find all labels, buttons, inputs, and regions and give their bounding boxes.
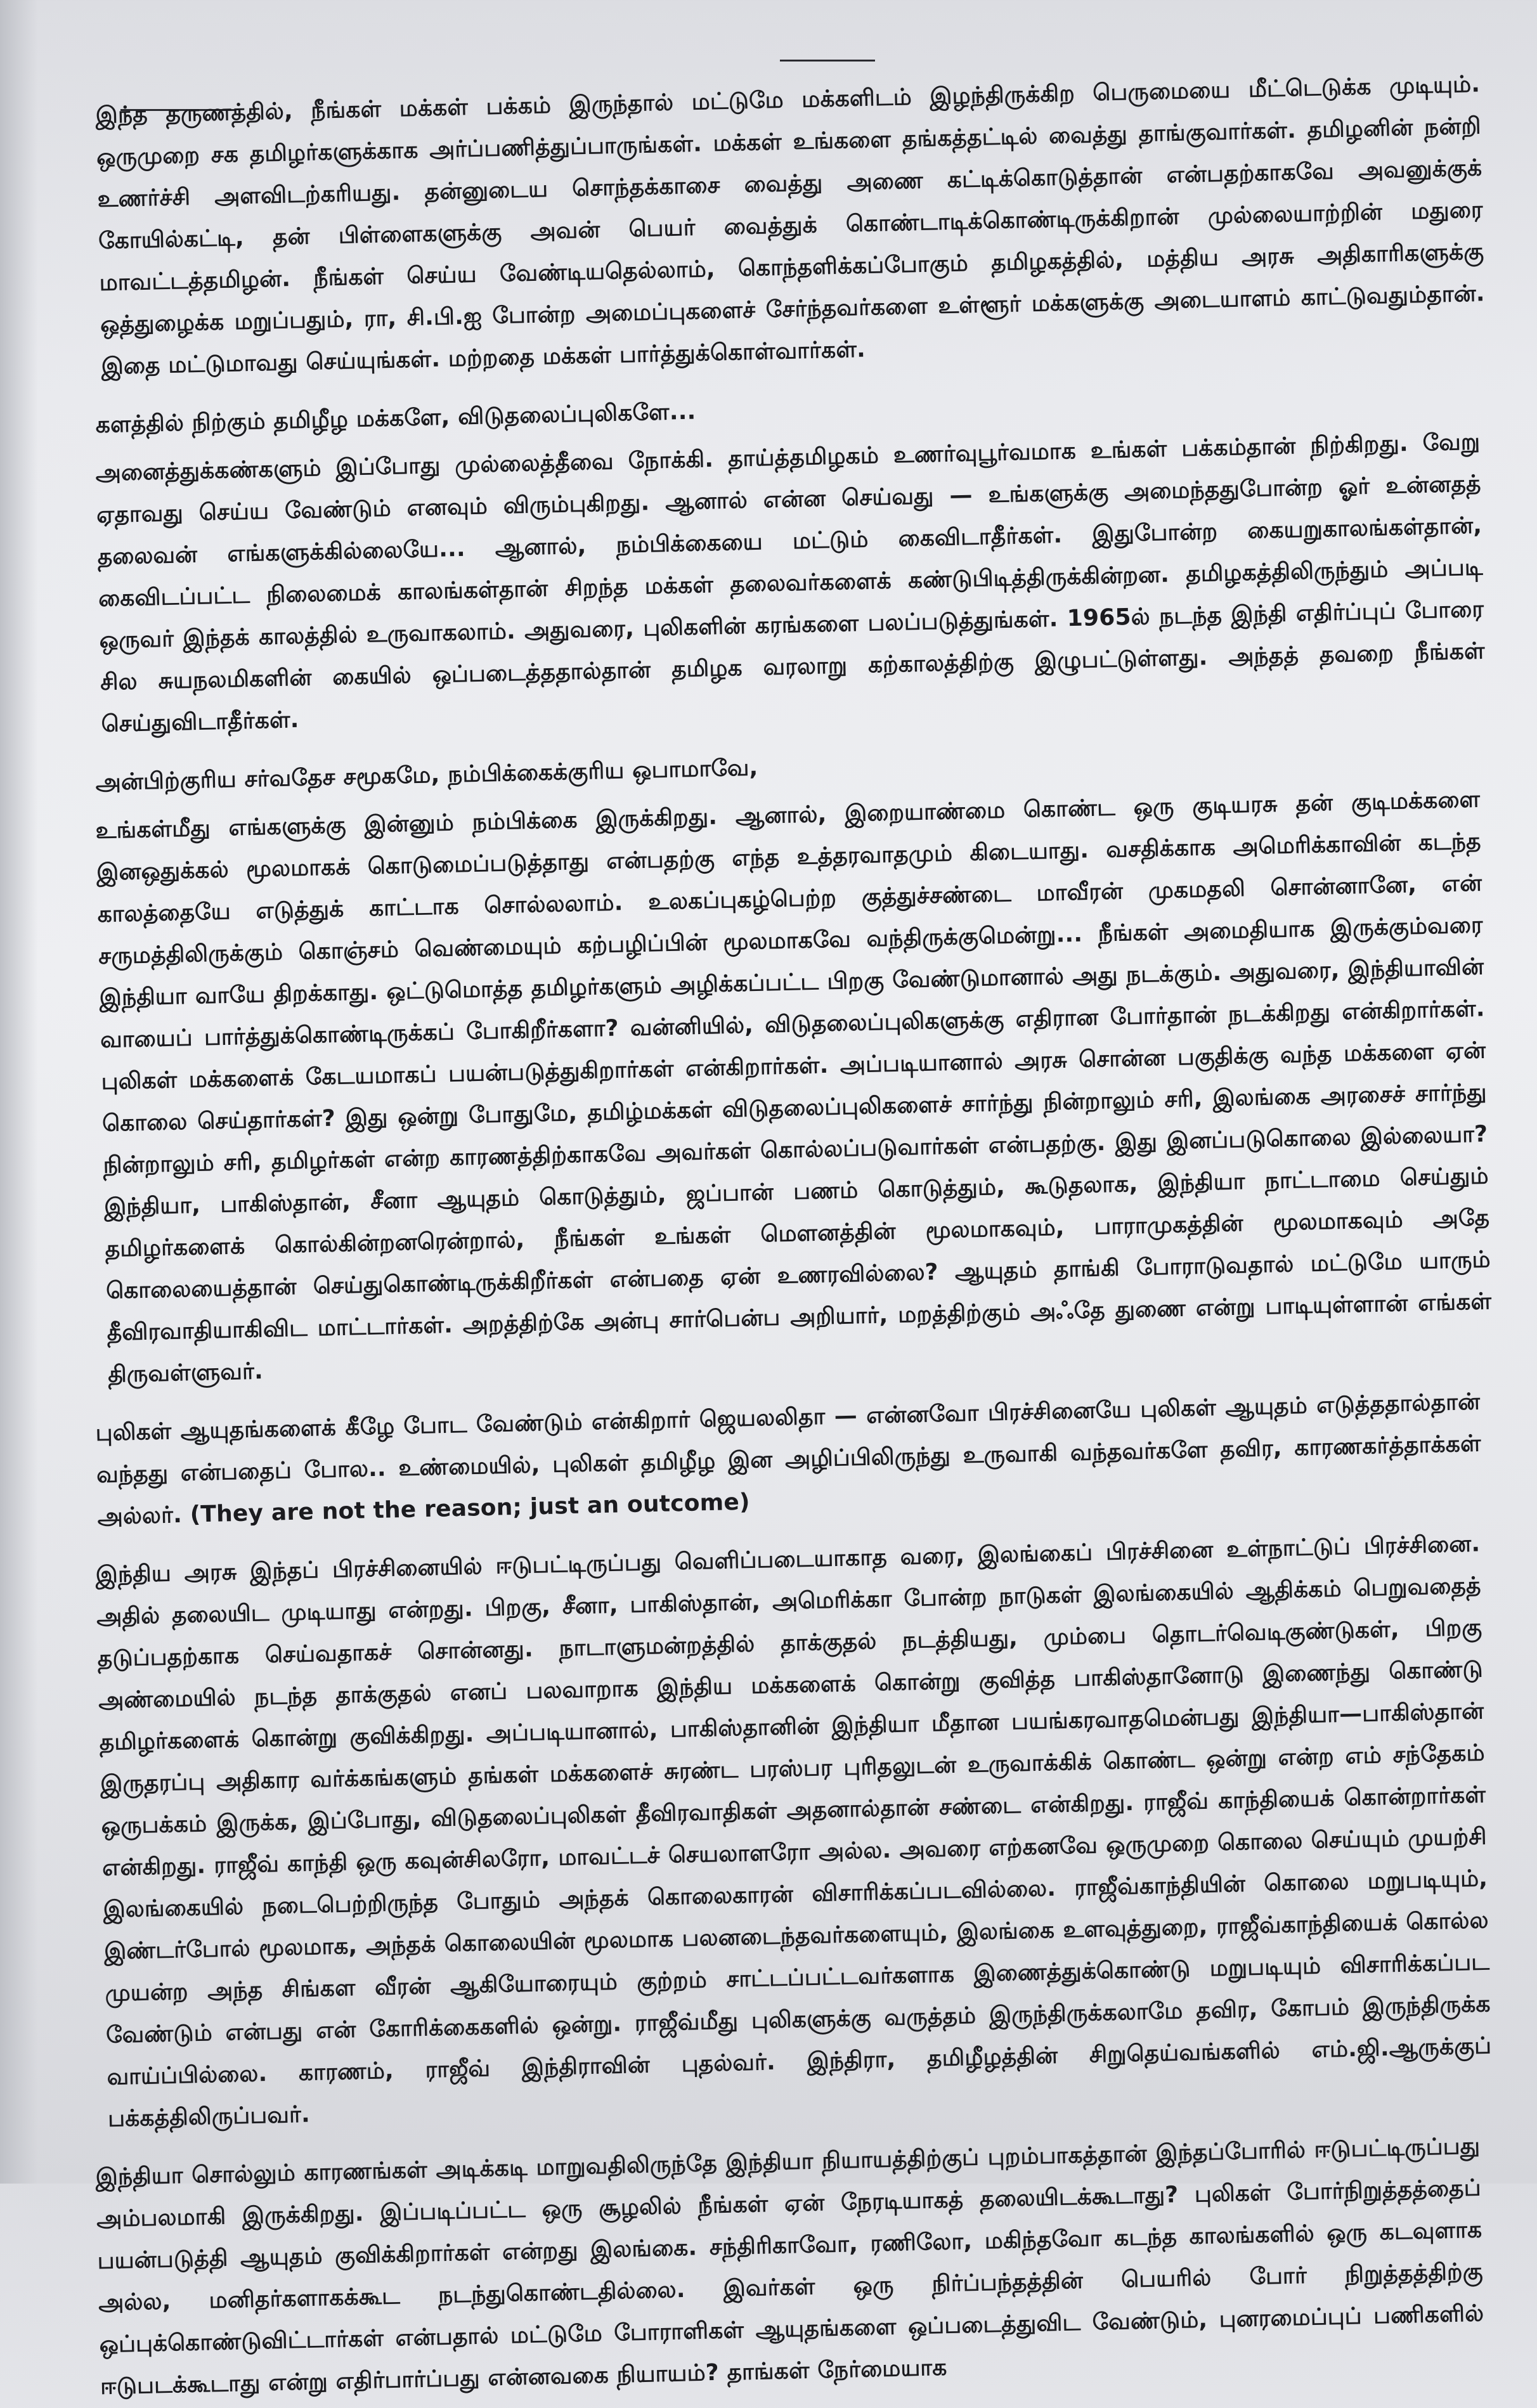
salutation-eelam-people: களத்தில் நிற்கும் தமிழீழ மக்களே, விடுதலைப்புலிகளே... — [95, 398, 696, 438]
paragraph-jayalalitha-response: புலிகள் ஆயுதங்களைக் கீழே போட வேண்டும் என்கிறார் ஜெயலலிதா — என்னவோ பிரச்சினையே புலிகள் ஆயுதம் எடுத்ததால்தான் வந்தது என்பதைப் போல.. உண்மையில், புலிகள் தமிழீழ இன அழிப்பிலிருந்து உருவாகி வந்தவர்களே தவிர, காரணகர்த்தாக்கள் அல்லர். (They are not the reason; just an outcome) — [95, 1388, 1482, 1530]
paragraph-india-reasons: இந்தியா சொல்லும் காரணங்கள் அடிக்கடி மாறுவதிலிருந்தே இந்தியா நியாயத்திற்குப் புறம்பாகத்தான் இந்தப்போரில் ஈடுபட்டிருப்பது அம்பலமாகி இருக்கிறது. இப்படிப்பட்ட ஒரு சூழலில் நீங்கள் ஏன் நேரடியாகத் தலையிடக்கூடாது? புலிகள் போர்நிறுத்தத்தைப் பயன்படுத்தி ஆயுதம் குவிக்கிறார்கள் என்றது இலங்கை. சந்திரிகாவோ, ரணிலோ, மகிந்தவோ கடந்த காலங்களில் ஒரு கடவுளாக அல்ல, மனிதர்களாகக்கூட நடந்துகொண்டதில்லை. இவர்கள் ஒரு நிர்ப்பந்தத்தின் பெயரில் போர் நிறுத்தத்திற்கு ஒப்புக்கொண்டுவிட்டார்கள் என்பதால் மட்டுமே போராளிகள் ஆயுதங்களை ஒப்படைத்துவிட வேண்டும், புனரமைப்புப் பணிகளில் ஈடுபடக்கூடாது என்று எதிர்பார்ப்பது என்னவகை நியாயம்? தாங்கள் நேர்மையாக — [95, 2133, 1484, 2400]
pen-underline-mark — [780, 60, 875, 61]
paragraph-appeal-to-international: உங்கள்மீது எங்களுக்கு இன்னும் நம்பிக்கை இருக்கிறது. ஆனால், இறையாண்மை கொண்ட ஒரு குடியரசு தன் குடிமக்களை இனஒதுக்கல் மூலமாகக் கொடுமைப்படுத்தாது என்பதற்கு எந்த உத்தரவாதமும் கிடையாது. வசதிக்காக அமெரிக்காவின் கடந்த காலத்தையே எடுத்துக் காட்டாக சொல்லலாம். உலகப்புகழ்பெற்ற குத்துச்சண்டை மாவீரன் முகமதலி சொன்னானே, என் சருமத்திலிருக்கும் கொஞ்சம் வெண்மையும் கற்பழிப்பின் மூலமாகவே வந்திருக்குமென்று... நீங்கள் அமைதியாக இருக்கும்வரை இந்தியா வாயே திறக்காது. ஒட்டுமொத்த தமிழர்களும் அழிக்கப்பட்ட பிறகு வேண்டுமானால் அது நடக்கும். அதுவரை, இந்தியாவின் வாயைப் பார்த்துக்கொண்டிருக்கப் போகிறீர்களா? வன்னியில், விடுதலைப்புலிகளுக்கு எதிரான போர்தான் நடக்கிறது என்கிறார்கள். புலிகள் மக்களைக் கேடயமாகப் பயன்படுத்துகிறார்கள் என்கிறார்கள். அப்படியானால் அரசு சொன்ன பகுதிக்கு வந்த மக்களை ஏன் கொலை செய்தார்கள்? இது ஒன்று போதுமே, தமிழ்மக்கள் விடுதலைப்புலிகளைச் சார்ந்து நின்றாலும் சரி, இலங்கை அரசைச் சார்ந்து நின்றாலும் சரி, தமிழர்கள் என்ற காரணத்திற்காகவே அவர்கள் கொல்லப்படுவார்கள் என்பதற்கு. இது இனப்படுகொலை இல்லையா? இந்தியா, பாகிஸ்தான், சீனா ஆயுதம் கொடுத்தும், ஜப்பான் பணம் கொடுத்தும், கூடுதலாக, இந்தியா நாட்டாமை செய்தும் தமிழர்களைக் கொல்கின்றனரென்றால், நீங்கள் உங்கள் மௌனத்தின் மூலமாகவும், பாராமுகத்தின் மூலமாகவும் அதே கொலையைத்தான் செய்துகொண்டிருக்கிறீர்கள் என்பதை ஏன் உணரவில்லை? ஆயுதம் தாங்கி போராடுவதால் மட்டுமே யாரும் தீவிரவாதியாகிவிட மாட்டார்கள். அறத்திற்கே அன்பு சார்பென்ப அறியார், மறத்திற்கும் அஃதே துணை என்று பாடியுள்ளான் எங்கள் திருவள்ளுவர். — [95, 786, 1492, 1388]
paragraph-india-role: இந்திய அரசு இந்தப் பிரச்சினையில் ஈடுபட்டிருப்பது வெளிப்படையாகாத வரை, இலங்கைப் பிரச்சினை உள்நாட்டுப் பிரச்சினை. அதில் தலையிட முடியாது என்றது. பிறகு, சீனா, பாகிஸ்தான், அமெரிக்கா போன்ற நாடுகள் இலங்கையில் ஆதிக்கம் பெறுவதைத் தடுப்பதற்காக செய்வதாகச் சொன்னது. நாடாளுமன்றத்தில் தாக்குதல் நடத்தியது, மும்பை தொடர்வெடிகுண்டுகள், பிறகு அண்மையில் நடந்த தாக்குதல் எனப் பலவாறாக இந்திய மக்களைக் கொன்று குவித்த பாகிஸ்தானோடு இணைந்து கொண்டு தமிழர்களைக் கொன்று குவிக்கிறது. அப்படியானால், பாகிஸ்தானின் இந்தியா மீதான பயங்கரவாதமென்பது இந்தியா—பாகிஸ்தான் இருதரப்பு அதிகார வர்க்கங்களும் தங்கள் மக்களைச் சுரண்ட பரஸ்பர புரிதலுடன் உருவாக்கிக் கொண்ட ஒன்று என்ற எம் சந்தேகம் ஒருபக்கம் இருக்க, இப்போது, விடுதலைப்புலிகள் தீவிரவாதிகள் அதனால்தான் சண்டை என்கிறது. ராஜீவ் காந்தியைக் கொன்றார்கள் என்கிறது. ராஜீவ் காந்தி ஒரு கவுன்சிலரோ, மாவட்டச் செயலாளரோ அல்ல. அவரை எற்கனவே ஒருமுறை கொலை செய்யும் முயற்சி இலங்கையில் நடைபெற்றிருந்த போதும் அந்தக் கொலைகாரன் விசாரிக்கப்படவில்லை. ராஜீவ்காந்தியின் கொலை மறுபடியும், இண்டர்போல் மூலமாக, அந்தக் கொலையின் மூலமாக பலனடைந்தவர்களையும், இலங்கை உளவுத்துறை, ராஜீவ்காந்தியைக் கொல்ல முயன்ற அந்த சிங்கள வீரன் ஆகியோரையும் குற்றம் சாட்டப்பட்டவர்களாக இணைத்துக்கொண்டு மறுபடியும் விசாரிக்கப்பட வேண்டும் என்பது என் கோரிக்கைகளில் ஒன்று. ராஜீவ்மீது புலிகளுக்கு வருத்தம் இருந்திருக்கலாமே தவிர, கோபம் இருந்திருக்க வாய்ப்பில்லை. காரணம், ராஜீவ் இந்திராவின் புதல்வர். இந்திரா, தமிழீழத்தின் சிறுதெய்வங்களில் எம்.ஜி.ஆருக்குப் பக்கத்திலிருப்பவர். — [95, 1531, 1492, 2132]
salutation-international-community: அன்பிற்குரிய சர்வதேச சமூகமே, நம்பிக்கைக்குரிய ஒபாமாவே, — [95, 754, 758, 796]
paragraph-appeal-to-officials: இந்த தருணத்தில், நீங்கள் மக்கள் பக்கம் இருந்தால் மட்டுமே மக்களிடம் இழந்திருக்கிற பெருமையை மீட்டெடுக்க முடியும். ஒருமுறை சக தமிழர்களுக்காக அர்ப்பணித்துப்பாருங்கள். மக்கள் உங்களை தங்கத்தட்டில் வைத்து தாங்குவார்கள். தமிழனின் நன்றி உணர்ச்சி அளவிடற்கரியது. தன்னுடைய சொந்தக்காசை வைத்து அணை கட்டிக்கொடுத்தான் என்பதற்காகவே அவனுக்குக் கோயில்கட்டி, தன் பிள்ளைகளுக்கு அவன் பெயர் வைத்துக் கொண்டாடிக்கொண்டிருக்கிறான் முல்லையாற்றின் மதுரை மாவட்டத்தமிழன். நீங்கள் செய்ய வேண்டியதெல்லாம், கொந்தளிக்கப்போகும் தமிழகத்தில், மத்திய அரசு அதிகாரிகளுக்கு ஒத்துழைக்க மறுப்பதும், ரா, சி.பி.ஐ போன்ற அமைப்புகளைச் சேர்ந்தவர்களை உள்ளூர் மக்களுக்கு அடையாளம் காட்டுவதும்தான். இதை மட்டுமாவது செய்யுங்கள். மற்றதை மக்கள் பார்த்துக்கொள்வார்கள். — [95, 71, 1486, 380]
paragraph-message-to-eelam: அனைத்துக்கண்களும் இப்போது முல்லைத்தீவை நோக்கி. தாய்த்தமிழகம் உணர்வுபூர்வமாக உங்கள் பக்கம்தான் நிற்கிறது. வேறு ஏதாவது செய்ய வேண்டும் எனவும் விரும்புகிறது. ஆனால் என்ன செய்வது — உங்களுக்கு அமைந்ததுபோன்ற ஓர் உன்னதத் தலைவன் எங்களுக்கில்லையே... ஆனால், நம்பிக்கையை மட்டும் கைவிடாதீர்கள். இதுபோன்ற கையறுகாலங்கள்தான், கைவிடப்பட்ட நிலைமைக் காலங்கள்தான் சிறந்த மக்கள் தலைவர்களைக் கண்டுபிடித்திருக்கின்றன. தமிழகத்திலிருந்தும் அப்படி ஒருவர் இந்தக் காலத்தில் உருவாகலாம். அதுவரை, புலிகளின் கரங்களை பலப்படுத்துங்கள். 1965ல் நடந்த இந்தி எதிர்ப்புப் போரை சில சுயநலமிகளின் கையில் ஒப்படைத்ததால்தான் தமிழக வரலாறு கற்காலத்திற்கு இழுபட்டுள்ளது. அந்தத் தவறை நீங்கள் செய்துவிடாதீர்கள். — [95, 429, 1486, 737]
